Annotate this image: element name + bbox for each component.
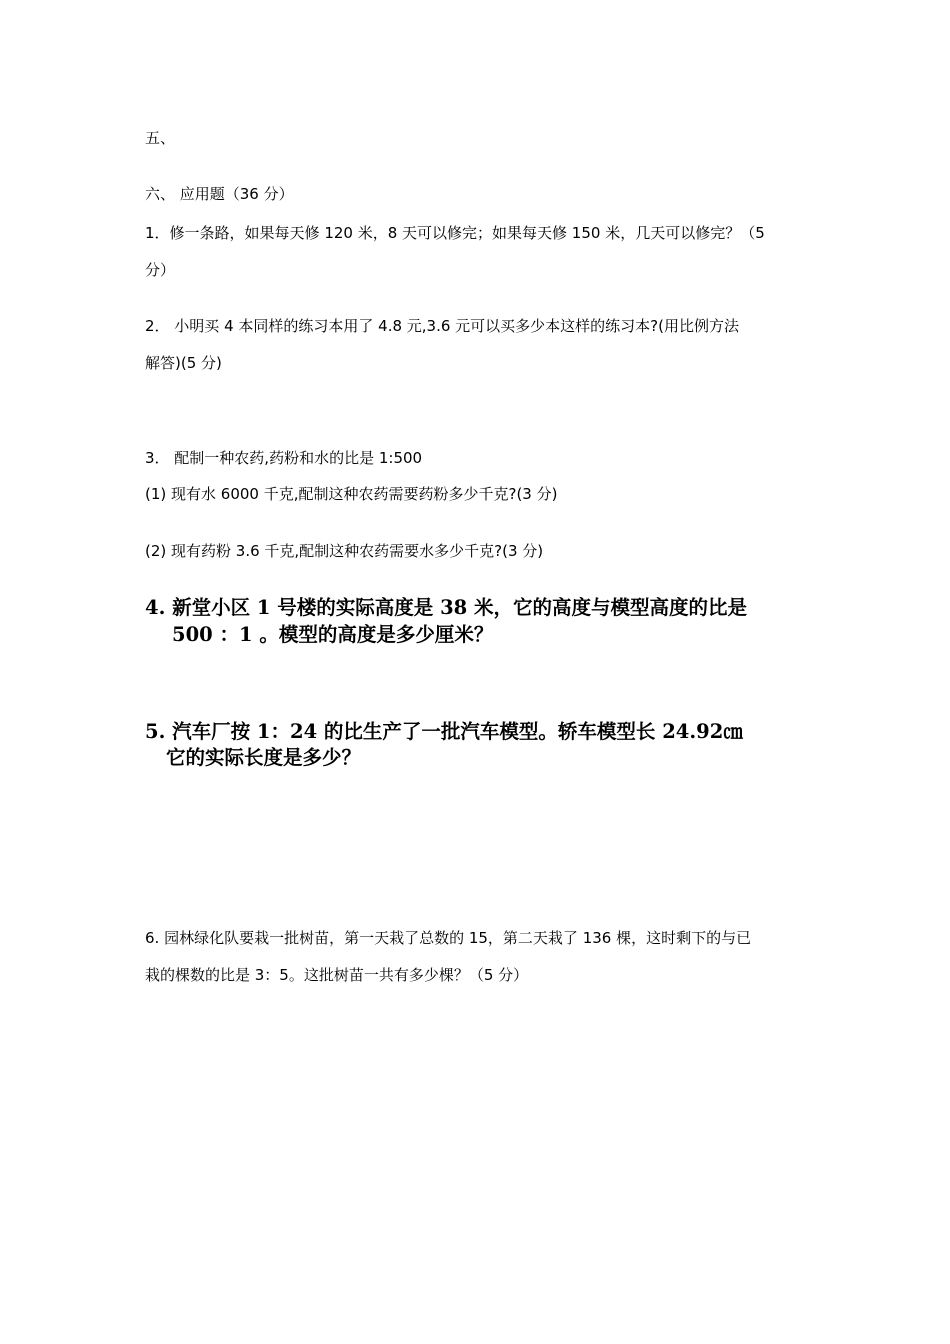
question-6-line-2: 栽的棵数的比是 3：5。这批树苗一共有多少棵？（5 分） [145, 966, 529, 984]
section-six-heading: 六、 应用题（36 分） [145, 185, 294, 203]
question-3-part-2: (2) 现有药粉 3.6 千克,配制这种农药需要水多少千克?(3 分) [145, 542, 544, 560]
question-6-line-1: 6. 园林绿化队要栽一批树苗，第一天栽了总数的 15，第二天栽了 136 棵，这时剩下的与已 [145, 929, 752, 947]
question-2-line-2: 解答)(5 分) [145, 354, 222, 372]
question-1-line-2: 分） [145, 261, 176, 279]
question-4-line-2: 500 ：1 。模型的高度是多少厘米？ [172, 623, 494, 646]
question-3-stem: 3． 配制一种农药,药粉和水的比是 1:500 [145, 449, 423, 467]
question-5-line-2: 它的实际长度是多少？ [166, 746, 362, 769]
section-five-heading: 五、 [145, 129, 176, 147]
question-2-line-1: 2． 小明买 4 本同样的练习本用了 4.8 元,3.6 元可以买多少本这样的练习本?(用比例方法 [145, 317, 739, 335]
question-1-line-1: 1．修一条路，如果每天修 120 米，8 天可以修完；如果每天修 150 米，几天可以修完？（5 [145, 224, 765, 242]
question-4-line-1: 4. 新堂小区 1 号楼的实际高度是 38 米，它的高度与模型高度的比是 [145, 596, 748, 619]
question-3-part-1: (1) 现有水 6000 千克,配制这种农药需要药粉多少千克?(3 分) [145, 485, 558, 503]
question-5-line-1: 5. 汽车厂按 1：24 的比生产了一批汽车模型。轿车模型长 24.92㎝ [145, 720, 743, 743]
